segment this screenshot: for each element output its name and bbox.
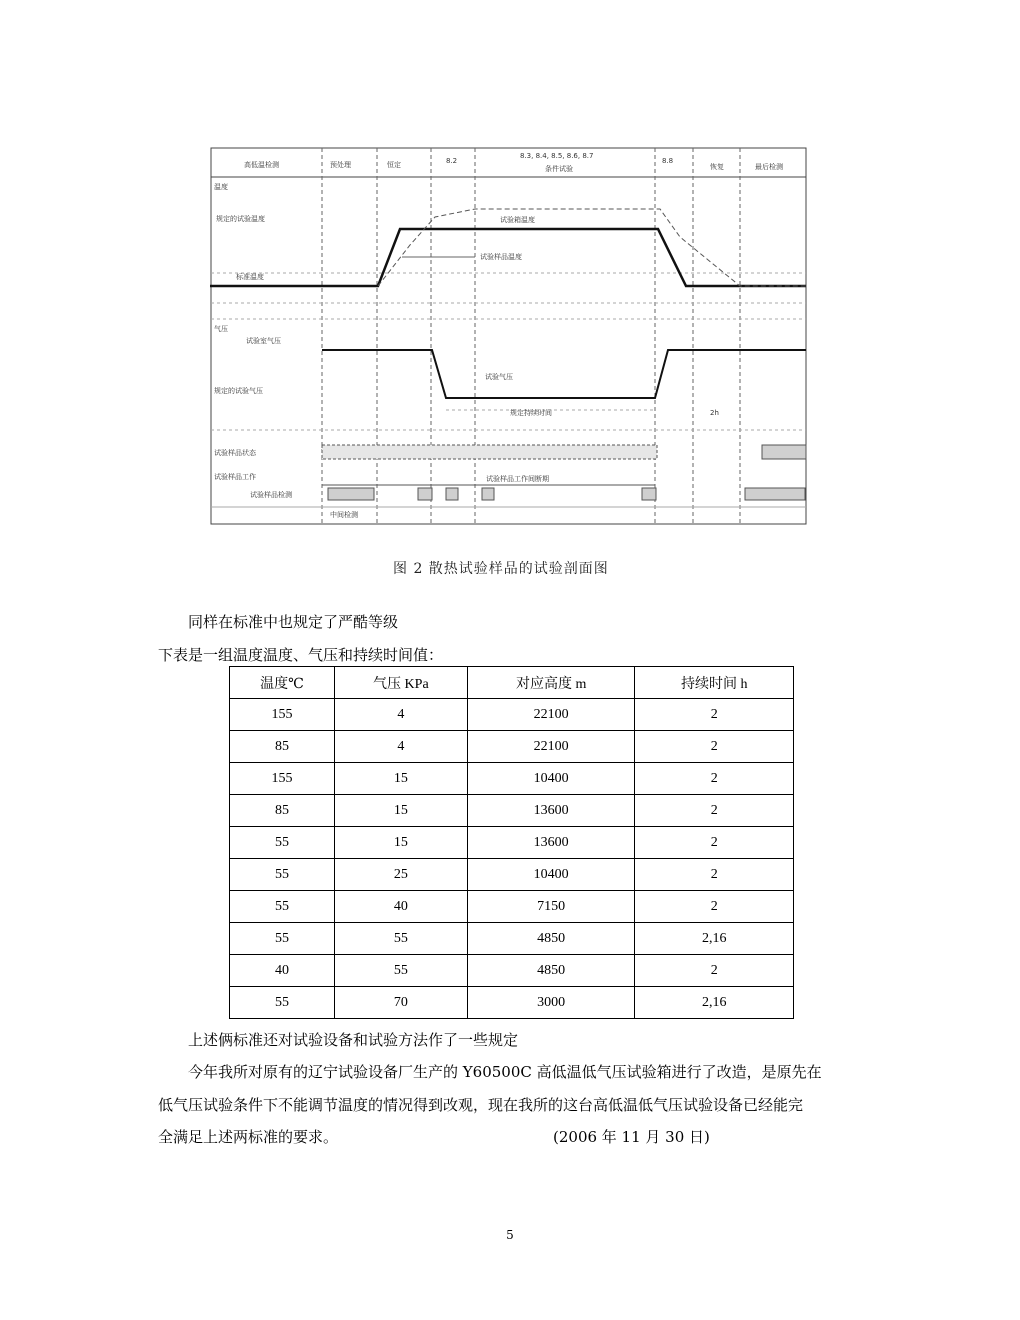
cell: 40 bbox=[334, 891, 467, 923]
cell: 55 bbox=[230, 923, 335, 955]
label-pressure-curve: 试验气压 bbox=[485, 373, 513, 381]
table-row bbox=[230, 891, 794, 923]
cell: 13600 bbox=[467, 827, 635, 859]
header-col5-line1: 8.3, 8.4, 8.5, 8.6, 8.7 bbox=[520, 152, 594, 160]
page-number: 5 bbox=[506, 1228, 514, 1242]
cell: 10400 bbox=[467, 763, 635, 795]
cell: 55 bbox=[230, 827, 335, 859]
cell: 2 bbox=[635, 731, 794, 763]
cell: 15 bbox=[334, 795, 467, 827]
cell: 55 bbox=[230, 891, 335, 923]
table-row bbox=[230, 827, 794, 859]
label-pressure-section: 气压 bbox=[214, 325, 228, 333]
header-col6: 8.8 bbox=[662, 157, 674, 165]
cell: 55 bbox=[230, 987, 335, 1019]
cell: 55 bbox=[334, 923, 467, 955]
cell: 4850 bbox=[467, 923, 635, 955]
document-date: (2006 年 11 月 30 日) bbox=[553, 1128, 710, 1146]
cell: 2 bbox=[635, 763, 794, 795]
header-col4: 8.2 bbox=[446, 157, 458, 165]
cell: 2 bbox=[635, 699, 794, 731]
label-state-section: 试验样品状态 bbox=[214, 449, 256, 457]
test-profile-diagram bbox=[210, 145, 808, 527]
conditions-table bbox=[229, 666, 794, 1019]
header-col2: 预处理 bbox=[330, 161, 351, 169]
table-row bbox=[230, 987, 794, 1019]
cell: 25 bbox=[334, 859, 467, 891]
cell: 4850 bbox=[467, 955, 635, 987]
table-row bbox=[230, 795, 794, 827]
label-specified-pressure: 规定的试验气压 bbox=[214, 387, 263, 395]
label-duration: 规定持续时间 bbox=[510, 409, 552, 417]
label-chamber-temp: 试验箱温度 bbox=[500, 216, 535, 224]
table-row bbox=[230, 955, 794, 987]
paragraph-severity: 同样在标准中也规定了严酷等级 bbox=[188, 613, 399, 631]
header-col3: 恒定 bbox=[387, 161, 401, 169]
header-col8: 最后检测 bbox=[755, 163, 783, 171]
cell: 2 bbox=[635, 859, 794, 891]
header-col5-line2: 条件试验 bbox=[545, 165, 573, 173]
cell: 2 bbox=[635, 795, 794, 827]
cell: 55 bbox=[334, 955, 467, 987]
table-row bbox=[230, 731, 794, 763]
label-operating: 试验样品工作 bbox=[214, 473, 256, 481]
cell: 2 bbox=[635, 891, 794, 923]
table-row bbox=[230, 859, 794, 891]
cell: 55 bbox=[230, 859, 335, 891]
cell: 4 bbox=[334, 731, 467, 763]
label-sample-temp: 试验样品温度 bbox=[480, 253, 522, 261]
cell: 15 bbox=[334, 827, 467, 859]
header-duration: 持续时间 h bbox=[635, 667, 794, 699]
cell: 22100 bbox=[467, 731, 635, 763]
cell: 22100 bbox=[467, 699, 635, 731]
cell: 2,16 bbox=[635, 987, 794, 1019]
cell: 13600 bbox=[467, 795, 635, 827]
cell: 2 bbox=[635, 827, 794, 859]
table-row bbox=[230, 699, 794, 731]
label-standard-temp: 标准温度 bbox=[236, 273, 264, 281]
label-temp-section: 温度 bbox=[214, 183, 228, 191]
label-intermittent: 试验样品工作间断期 bbox=[486, 475, 549, 483]
header-altitude: 对应高度 m bbox=[467, 667, 635, 699]
label-test-pressure: 试验室气压 bbox=[246, 337, 281, 345]
label-hours: 2h bbox=[710, 409, 719, 417]
sample-temp-curve bbox=[378, 209, 806, 286]
paragraph-standards-note: 上述俩标准还对试验设备和试验方法作了一些规定 bbox=[188, 1031, 519, 1049]
table-header-row bbox=[230, 667, 794, 699]
cell: 2,16 bbox=[635, 923, 794, 955]
paragraph-renovation-line2: 低气压试验条件下不能调节温度的情况得到改观，现在我所的这台高低温低气压试验设备已经能完 bbox=[158, 1096, 804, 1114]
pressure-curve bbox=[322, 350, 806, 398]
label-specified-temp: 规定的试验温度 bbox=[216, 215, 265, 223]
cell: 10400 bbox=[467, 859, 635, 891]
cell: 7150 bbox=[467, 891, 635, 923]
paragraph-renovation-line3: 全满足上述两标准的要求。 bbox=[158, 1128, 339, 1146]
cell: 85 bbox=[230, 731, 335, 763]
cell: 40 bbox=[230, 955, 335, 987]
cell: 155 bbox=[230, 763, 335, 795]
cell: 4 bbox=[334, 699, 467, 731]
header-col1: 高低温检测 bbox=[244, 161, 279, 169]
cell: 155 bbox=[230, 699, 335, 731]
header-pressure: 气压 KPa bbox=[334, 667, 467, 699]
figure-caption: 图 2 散热试验样品的试验剖面图 bbox=[393, 561, 609, 577]
cell: 85 bbox=[230, 795, 335, 827]
header-temperature: 温度℃ bbox=[230, 667, 335, 699]
cell: 2 bbox=[635, 955, 794, 987]
table-row bbox=[230, 763, 794, 795]
label-midcheck: 中间检测 bbox=[330, 511, 358, 519]
header-col7: 恢复 bbox=[710, 163, 724, 171]
label-measure: 试验样品检测 bbox=[250, 491, 292, 499]
cell: 70 bbox=[334, 987, 467, 1019]
paragraph-table-intro: 下表是一组温度温度、气压和持续时间值： bbox=[158, 646, 444, 664]
cell: 15 bbox=[334, 763, 467, 795]
paragraph-renovation-line1: 今年我所对原有的辽宁试验设备厂生产的 Y60500C 高低温低气压试验箱进行了改造，是原先在 bbox=[188, 1063, 822, 1081]
cell: 3000 bbox=[467, 987, 635, 1019]
table-row bbox=[230, 923, 794, 955]
